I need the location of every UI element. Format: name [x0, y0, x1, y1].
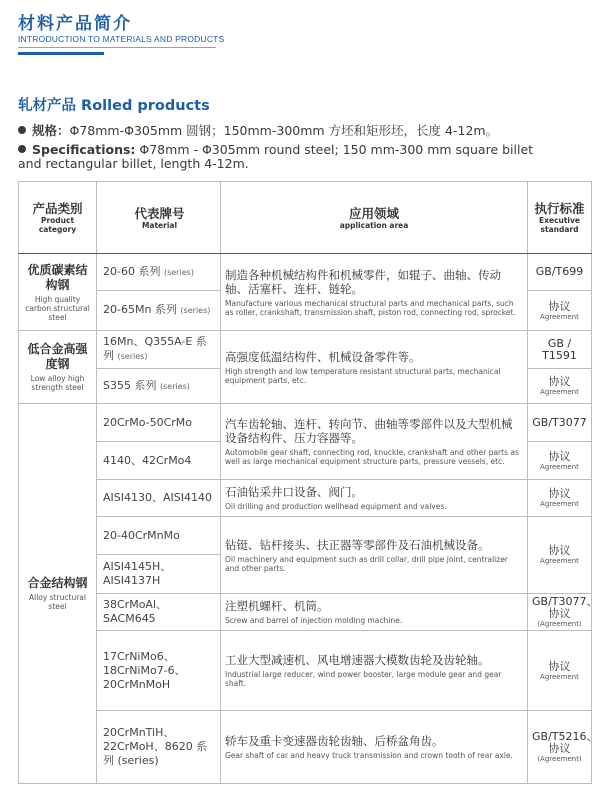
grade-suffix: (series): [117, 352, 148, 361]
category-en: Low alloy high strength steel: [30, 374, 85, 392]
category-en: Alloy structural steel: [29, 593, 86, 611]
application-cell: [221, 711, 528, 784]
grade-cell: [97, 631, 221, 711]
spec-en: [18, 143, 533, 157]
standard-cell: [528, 480, 592, 517]
standard-en: Agreement: [540, 672, 579, 681]
application-cell: [221, 631, 528, 711]
grade-cell: [97, 331, 221, 369]
standard-cell: [528, 291, 592, 331]
standard-cell: [528, 254, 592, 291]
header-material-en: Material: [141, 220, 178, 230]
header-category-en: Product category: [38, 216, 77, 234]
grade-name: 20-65Mn 系列: [103, 303, 177, 316]
grade-text: [103, 265, 216, 280]
bullet-icon: [18, 126, 26, 134]
standard-cell: [528, 631, 592, 711]
table-row: [19, 480, 592, 517]
grade-cell: [97, 442, 221, 480]
grade-name: 16Mn、Q355A-E 系列: [103, 335, 207, 362]
grade-name: 20-40CrMnMo: [103, 528, 180, 542]
header-subtitle: INTRODUCTION TO MATERIALS AND PRODUCTS: [18, 34, 225, 44]
standard-en: (Agreement): [537, 755, 582, 763]
grade-cell: [97, 555, 221, 594]
standard-cell: [528, 594, 598, 631]
header-category: [19, 182, 97, 254]
header-application-en: application area: [339, 220, 409, 230]
standard-text: GB/T699: [535, 265, 584, 278]
standard-cell: [528, 517, 592, 594]
bullet-icon: [18, 145, 26, 153]
spec-zh-text: Φ78mm-Φ305mm 圆钢；150mm-300mm 方坯和矩形坯，长度 4-12m。: [69, 123, 499, 138]
standard-cell: [528, 442, 592, 480]
standard-en: (Agreement): [537, 620, 582, 628]
grade-name: AISI4145H、AISI4137H: [103, 560, 172, 587]
grade-name: 20CrMo-50CrMo: [103, 415, 193, 429]
application-zh: 汽车齿轮轴、连杆、转向节、曲轴等零部件以及大型机械设备结构件、压力容器等。: [225, 417, 513, 445]
standard-en: Agreement: [540, 500, 579, 508]
application-en: High strength and low temperature resistant structural parts, mechanical equipment parts, etc.: [225, 366, 501, 385]
header-application-zh: 应用领域: [348, 205, 399, 221]
standard-en: Agreement: [540, 312, 579, 321]
application-cell: [221, 404, 528, 480]
header-accent-bar: [18, 52, 104, 55]
spec-en-label: Specifications:: [32, 142, 136, 157]
grade-text: [103, 303, 216, 318]
header-material-zh: 代表牌号: [134, 205, 185, 221]
table-header-row: [19, 182, 592, 254]
table-row: [19, 331, 592, 369]
spec-en-cont: [18, 157, 249, 171]
application-zh: 注塑机螺杆、机筒。: [225, 599, 329, 613]
grade-cell: [97, 369, 221, 404]
application-cell: [221, 517, 528, 594]
standard-text: 协议: [548, 449, 571, 463]
spec-en-line1: Φ78mm - Φ305mm round steel; 150 mm-300 mm square billet: [135, 142, 534, 157]
application-cell: [221, 254, 528, 331]
grade-cell: [97, 291, 221, 331]
standard-cell: [528, 369, 592, 404]
standard-text: GB/T3077: [532, 415, 587, 429]
standard-cell: [528, 711, 598, 784]
grade-cell: [97, 517, 221, 555]
grade-text: [103, 335, 216, 364]
header-material: [97, 182, 221, 254]
standard-cell: [528, 404, 592, 442]
header-standard: [528, 182, 592, 254]
header-category-zh: 产品类别: [32, 201, 83, 216]
grade-name: 38CrMoAl、SACM645: [103, 598, 168, 625]
table-row: [19, 517, 592, 555]
application-zh: 制造各种机械结构件和机械零件，如辊子、曲轴、传动轴、活塞杆、连杆、链轮。: [225, 267, 501, 296]
application-en: Automobile gear shaft, connecting rod, knuckle, crankshaft and other parts as well as large mechanical equipment structure parts, pressure vessels, etc.: [225, 448, 519, 466]
application-en: Manufacture various mechanical structural parts and mechanical parts, such as roller, crankshaft, transmission shaft, piston rod, connecting rod, sprocket.: [225, 298, 516, 317]
spec-en-line2: and rectangular billet, length 4-12m.: [18, 156, 249, 171]
header-standard-zh: 执行标准: [534, 201, 585, 216]
application-cell: [221, 331, 528, 404]
header-divider: [18, 47, 216, 48]
grade-suffix: (series): [180, 306, 211, 315]
application-en: Oil drilling and production wellhead equipment and valves.: [225, 502, 447, 511]
application-en: Oil machinery and equipment such as drill collar, drill pipe joint, centralizer and other parts.: [225, 554, 508, 573]
grade-suffix: (series): [163, 267, 194, 277]
application-zh: 轿车及重卡变速器齿轮齿轴、后桥盆角齿。: [225, 734, 444, 748]
grade-text: [103, 379, 216, 394]
table-row: [19, 404, 592, 442]
header-application: [221, 182, 528, 254]
application-zh: 工业大型减速机、风电增速器大模数齿轮及齿轮轴。: [225, 653, 490, 667]
application-zh: 钻铤、钻杆接头、扶正器等零部件及石油机械设备。: [225, 537, 490, 552]
table-row: [19, 631, 592, 711]
grade-cell: [97, 254, 221, 291]
grade-cell: [97, 404, 221, 442]
grade-cell: [97, 594, 221, 631]
standard-text: 协议: [548, 299, 571, 313]
category-zh: 优质碳素结构钢: [27, 262, 88, 292]
standard-en: Agreement: [540, 557, 579, 565]
standard-text: GB / T1591: [542, 336, 577, 362]
standard-cell: [528, 331, 592, 369]
standard-en: Agreement: [540, 388, 579, 396]
application-zh: 高强度低温结构件、机械设备零件等。: [225, 349, 421, 364]
category-cell: [19, 331, 97, 404]
grade-suffix: (series): [159, 381, 190, 391]
spec-zh: [18, 124, 498, 138]
standard-en: Agreement: [540, 462, 579, 471]
table-row: [19, 594, 592, 631]
application-en: Industrial large reducer, wind power booster, large module gear and gear shaft.: [225, 670, 502, 688]
standard-text: 协议: [548, 659, 571, 673]
grade-name: AISI4130、AISI4140: [103, 491, 212, 504]
grade-name: 4140、42CrMo4: [103, 453, 192, 467]
standard-text: 协议: [548, 544, 571, 557]
grade-cell: [97, 711, 221, 784]
standard-text: GB/T5216、协议: [532, 730, 598, 755]
spec-zh-label: 规格：: [32, 123, 70, 138]
table-row: [19, 711, 592, 784]
table-row: [19, 254, 592, 291]
category-zh: 低合金高强度钢: [27, 342, 88, 371]
header-title: 材料产品简介: [18, 14, 132, 34]
application-en: Screw and barrel of injection molding machine.: [225, 616, 403, 625]
application-zh: 石油钻采井口设备、阀门。: [225, 485, 363, 499]
grade-name: S355 系列: [103, 378, 157, 392]
header-standard-en: Executive standard: [539, 216, 580, 234]
application-cell: [221, 594, 528, 631]
standard-text: 协议: [548, 487, 571, 500]
standard-text: 协议: [548, 375, 571, 388]
category-cell: [19, 404, 97, 784]
grade-name: 17CrNiMo6、18CrNiMo7-6、20CrMnMoH: [103, 649, 186, 691]
application-en: Gear shaft of car and heavy truck transmission and crown tooth of rear axle.: [225, 751, 513, 760]
standard-text: GB/T3077、协议: [532, 595, 598, 620]
category-en: High quality carbon structural steel: [25, 294, 90, 322]
grade-name: 20CrMnTiH、22CrMoH、8620 系列 (series): [103, 726, 208, 767]
grade-cell: [97, 480, 221, 517]
category-zh: 合金结构钢: [27, 576, 88, 590]
grade-name: 20-60 系列: [103, 264, 161, 278]
application-cell: [221, 480, 528, 517]
section-title: 轧材产品 Rolled products: [18, 98, 210, 114]
product-table: [18, 181, 598, 784]
category-cell: [19, 254, 97, 331]
